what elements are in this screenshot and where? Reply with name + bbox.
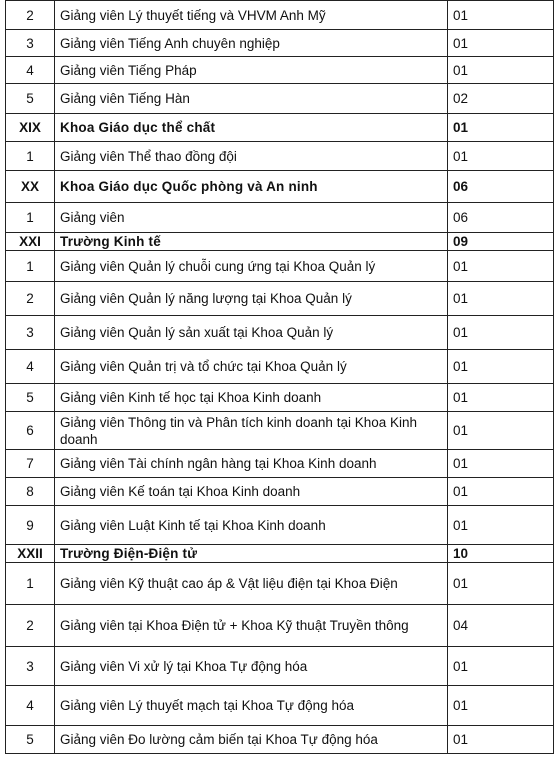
position-title: Giảng viên Tiếng Anh chuyên nghiệp xyxy=(55,30,448,57)
row-number: 2 xyxy=(6,605,55,647)
position-count: 01 xyxy=(448,1,554,30)
position-title: Giảng viên Thể thao đồng đội xyxy=(55,142,448,171)
position-title: Giảng viên Quản lý năng lượng tại Khoa Quản lý xyxy=(55,282,448,316)
position-count: 01 xyxy=(448,251,554,282)
table-row xyxy=(6,563,554,605)
table-row xyxy=(6,478,554,506)
row-number: 1 xyxy=(6,142,55,171)
position-count: 09 xyxy=(448,233,554,251)
position-count: 10 xyxy=(448,545,554,563)
section-title: Trường Điện-Điện tử xyxy=(55,545,448,563)
position-title: Giảng viên Tài chính ngân hàng tại Khoa Kinh doanh xyxy=(55,450,448,478)
position-count: 01 xyxy=(448,686,554,726)
position-count: 01 xyxy=(448,350,554,384)
row-number: XXII xyxy=(6,545,55,563)
position-title: Giảng viên xyxy=(55,203,448,233)
table-row xyxy=(6,384,554,412)
position-count: 04 xyxy=(448,605,554,647)
row-number: 2 xyxy=(6,1,55,30)
position-title: Giảng viên Luật Kinh tế tại Khoa Kinh doanh xyxy=(55,506,448,545)
position-count: 06 xyxy=(448,171,554,203)
row-number: 3 xyxy=(6,647,55,686)
position-title: Giảng viên Quản lý sản xuất tại Khoa Quản lý xyxy=(55,316,448,350)
table-row xyxy=(6,412,554,450)
row-number: 1 xyxy=(6,203,55,233)
table-row xyxy=(6,30,554,57)
row-number: XX xyxy=(6,171,55,203)
row-number: 5 xyxy=(6,384,55,412)
positions-table-body xyxy=(6,1,554,754)
position-count: 01 xyxy=(448,506,554,545)
table-row xyxy=(6,647,554,686)
position-count: 01 xyxy=(448,57,554,84)
position-count: 01 xyxy=(448,114,554,142)
position-count: 01 xyxy=(448,647,554,686)
table-row xyxy=(6,350,554,384)
position-count: 01 xyxy=(448,282,554,316)
position-title: Giảng viên Kế toán tại Khoa Kinh doanh xyxy=(55,478,448,506)
position-count: 01 xyxy=(448,726,554,754)
position-title: Giảng viên Lý thuyết mạch tại Khoa Tự động hóa xyxy=(55,686,448,726)
position-title: Giảng viên Đo lường cảm biến tại Khoa Tự động hóa xyxy=(55,726,448,754)
table-row xyxy=(6,686,554,726)
row-number: 3 xyxy=(6,30,55,57)
table-row xyxy=(6,605,554,647)
section-title: Khoa Giáo dục Quốc phòng và An ninh xyxy=(55,171,448,203)
row-number: XIX xyxy=(6,114,55,142)
table-row xyxy=(6,506,554,545)
section-row xyxy=(6,233,554,251)
position-count: 02 xyxy=(448,84,554,114)
row-number: 5 xyxy=(6,726,55,754)
position-title: Giảng viên Lý thuyết tiếng và VHVM Anh Mỹ xyxy=(55,1,448,30)
position-title: Giảng viên Quản trị và tổ chức tại Khoa Quản lý xyxy=(55,350,448,384)
row-number: 5 xyxy=(6,84,55,114)
position-title: Giảng viên Thông tin và Phân tích kinh doanh tại Khoa Kinh doanh xyxy=(55,412,448,450)
position-count: 06 xyxy=(448,203,554,233)
row-number: 4 xyxy=(6,686,55,726)
table-row xyxy=(6,450,554,478)
table-row xyxy=(6,142,554,171)
row-number: 1 xyxy=(6,563,55,605)
section-title: Trường Kinh tế xyxy=(55,233,448,251)
position-count: 01 xyxy=(448,316,554,350)
row-number: 9 xyxy=(6,506,55,545)
table-row xyxy=(6,203,554,233)
section-title: Khoa Giáo dục thể chất xyxy=(55,114,448,142)
position-count: 01 xyxy=(448,142,554,171)
section-row xyxy=(6,171,554,203)
table-row xyxy=(6,282,554,316)
position-title: Giảng viên Tiếng Hàn xyxy=(55,84,448,114)
position-title: Giảng viên Quản lý chuỗi cung ứng tại Khoa Quản lý xyxy=(55,251,448,282)
position-title: Giảng viên Tiếng Pháp xyxy=(55,57,448,84)
positions-table xyxy=(5,0,554,754)
position-count: 01 xyxy=(448,450,554,478)
row-number: 8 xyxy=(6,478,55,506)
position-count: 01 xyxy=(448,384,554,412)
table-row xyxy=(6,1,554,30)
table-row xyxy=(6,57,554,84)
row-number: 1 xyxy=(6,251,55,282)
section-row xyxy=(6,114,554,142)
position-title: Giảng viên Kinh tế học tại Khoa Kinh doanh xyxy=(55,384,448,412)
position-title: Giảng viên Kỹ thuật cao áp & Vật liệu điện tại Khoa Điện xyxy=(55,563,448,605)
row-number: 3 xyxy=(6,316,55,350)
position-count: 01 xyxy=(448,30,554,57)
table-row xyxy=(6,316,554,350)
row-number: 4 xyxy=(6,350,55,384)
table-row xyxy=(6,251,554,282)
row-number: 7 xyxy=(6,450,55,478)
position-count: 01 xyxy=(448,412,554,450)
position-count: 01 xyxy=(448,563,554,605)
table-row xyxy=(6,84,554,114)
position-count: 01 xyxy=(448,478,554,506)
position-title: Giảng viên Vi xử lý tại Khoa Tự động hóa xyxy=(55,647,448,686)
position-title: Giảng viên tại Khoa Điện tử + Khoa Kỹ thuật Truyền thông xyxy=(55,605,448,647)
row-number: XXI xyxy=(6,233,55,251)
section-row xyxy=(6,545,554,563)
row-number: 4 xyxy=(6,57,55,84)
table-row xyxy=(6,726,554,754)
row-number: 6 xyxy=(6,412,55,450)
row-number: 2 xyxy=(6,282,55,316)
